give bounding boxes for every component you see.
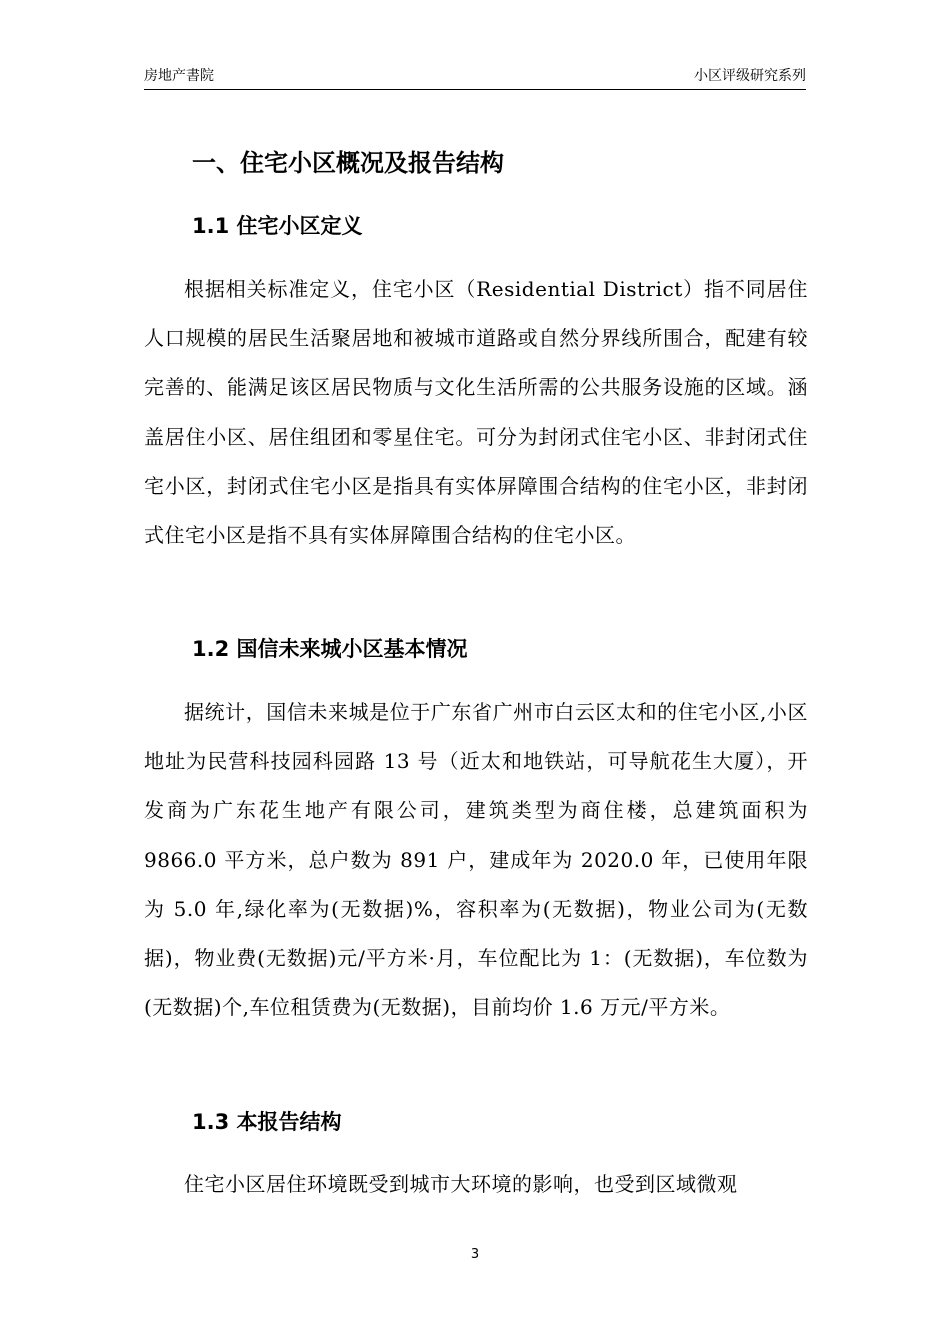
- section-title: 一、住宅小区概况及报告结构: [192, 149, 504, 177]
- header-divider: [144, 89, 806, 90]
- paragraph-1-3: 住宅小区居住环境既受到城市大环境的影响，也受到区域微观: [184, 1172, 738, 1196]
- header-right-text: 小区评级研究系列: [694, 68, 806, 84]
- paragraph-1-1: 根据相关标准定义，住宅小区（Residential District）指不同居住人口规模的居民生活聚居地和被城市道路或自然分界线所围合，配建有较完善的、能满足该区居民物质与文化生活所需的公共服务设施的区域。涵盖居住小区、居住组团和零星住宅。可分为封闭式住宅小区、非封闭式住宅小区，封闭式住宅小区是指具有实体屏障围合结构的住宅小区，非封闭式住宅小区是指不具有实体屏障围合结构的住宅小区。: [144, 277, 808, 548]
- heading-1-1: 1.1 住宅小区定义: [192, 214, 363, 238]
- page-number: 3: [470, 1247, 480, 1262]
- paragraph-1-2: 据统计，国信未来城是位于广东省广州市白云区太和的住宅小区,小区地址为民营科技园科园路 13 号（近太和地铁站，可导航花生大厦），开发商为广东花生地产有限公司，建筑类型为商住楼，总建筑面积为 9866.0 平方米，总户数为 891 户，建成年为 2020.0 年，已使用年限为 5.0 年,绿化率为(无数据)%，容积率为(无数据)，物业公司为(无数据)，物业费(无数据)元/平方米·月，车位配比为 1：(无数据)，车位数为(无数据)个,车位租赁费为(无数据)，目前均价 1.6 万元/平方米。: [144, 700, 808, 1020]
- heading-1-2: 1.2 国信未来城小区基本情况: [192, 637, 468, 661]
- heading-1-3: 1.3 本报告结构: [192, 1110, 342, 1134]
- header-left-text: 房地产書院: [144, 68, 214, 84]
